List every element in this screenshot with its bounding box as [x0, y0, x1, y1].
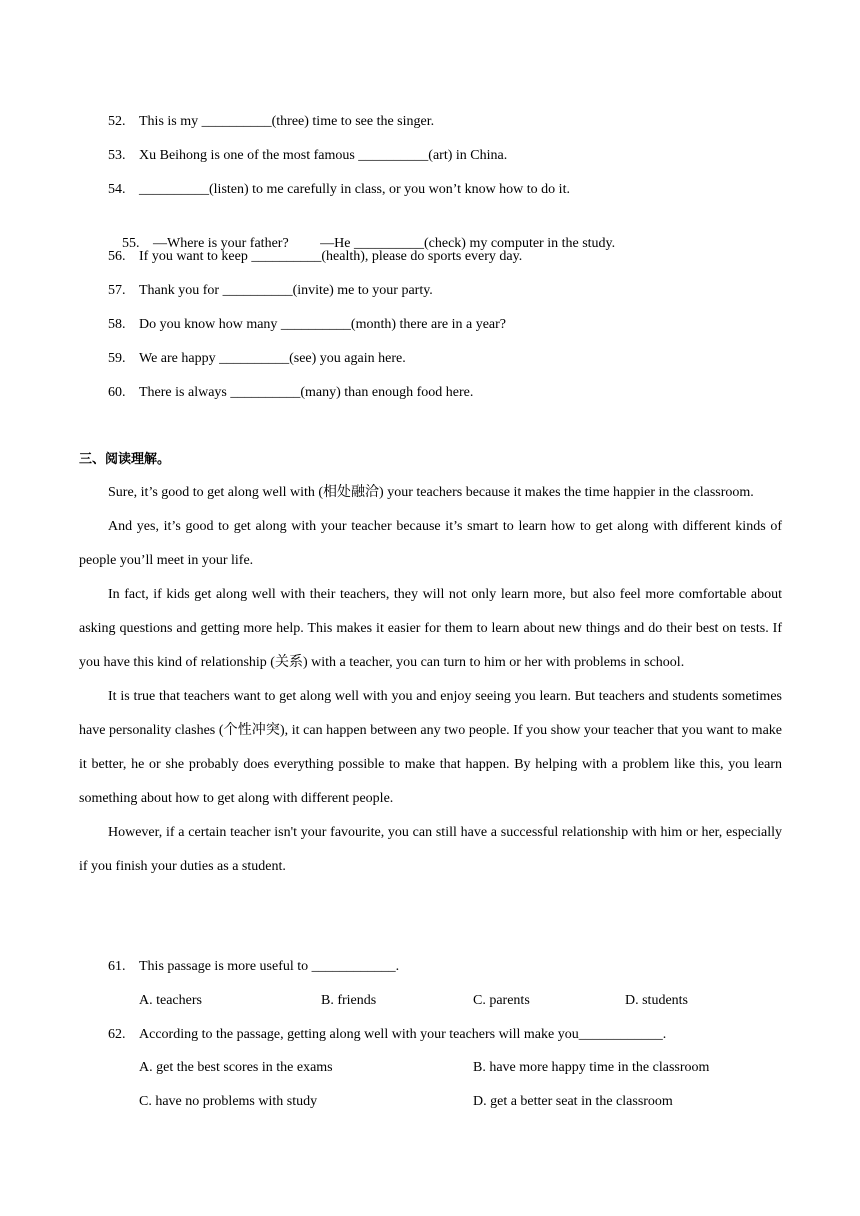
q61-option-b: B. friends — [321, 993, 377, 1008]
question-62 — [108, 1025, 666, 1045]
passage-paragraph: In fact, if kids get along well with their teachers, they will not only learn more, but also feel more comfortable about asking questions and getting more help. This makes it easier for them to learn about new things and do their best on tests. If you have this kind of relationship (关系) with a teacher, you can turn to him or her with problems in school. — [79, 587, 782, 670]
exercise-number: 60. — [108, 385, 126, 400]
exercise-text: —Where is your father? —He __________(check) my computer in the study. — [153, 236, 616, 251]
exercise-text: We are happy __________(see) you again here. — [139, 351, 406, 366]
exercise-number: 53. — [108, 148, 126, 163]
q61-option-a: A. teachers — [139, 993, 202, 1008]
exercise-52 — [108, 112, 434, 132]
exercise-text: Do you know how many __________(month) there are in a year? — [139, 317, 507, 332]
exercise-text: If you want to keep __________(health), please do sports every day. — [139, 249, 523, 264]
q61-option-d: D. students — [625, 993, 688, 1008]
q61-option-c: C. parents — [473, 993, 530, 1008]
section-heading: 三、阅读理解。 — [79, 452, 171, 467]
q62-option-a: A. get the best scores in the exams — [139, 1060, 333, 1075]
question-number: 61. — [108, 959, 126, 974]
exercise-number: 54. — [108, 182, 126, 197]
q62-option-c: C. have no problems with study — [139, 1094, 318, 1109]
exercise-number: 56. — [108, 249, 126, 264]
exercise-text: __________(listen) to me carefully in class, or you won’t know how to do it. — [139, 182, 570, 197]
exercise-58 — [108, 315, 506, 335]
exercise-57 — [108, 281, 433, 301]
exercise-number: 59. — [108, 351, 126, 366]
q62-option-d: D. get a better seat in the classroom — [473, 1094, 673, 1109]
exercise-56 — [108, 247, 522, 267]
exercise-number: 55. — [122, 236, 140, 251]
question-61 — [108, 957, 399, 977]
exercise-number: 58. — [108, 317, 126, 332]
exercise-text: There is always __________(many) than enough food here. — [139, 385, 474, 400]
exercise-text: Thank you for __________(invite) me to your party. — [139, 283, 433, 298]
question-stem: According to the passage, getting along well with your teachers will make you____________. — [139, 1027, 667, 1042]
passage-paragraph: However, if a certain teacher isn't your favourite, you can still have a successful relationship with him or her, especially if you finish your duties as a student. — [79, 825, 782, 874]
exercise-54 — [108, 180, 570, 200]
exercise-53 — [108, 146, 507, 166]
exercise-59 — [108, 349, 406, 369]
question-number: 62. — [108, 1027, 126, 1042]
exercise-number: 52. — [108, 114, 126, 129]
passage-paragraph: It is true that teachers want to get along well with you and enjoy seeing you learn. But teachers and students sometimes have personality clashes (个性冲突), it can happen between any two people. If you show your teacher that you want to make it better, he or she probably does everything possible to make that happen. By helping with a problem like this, you learn something about how to get along with different people. — [79, 689, 782, 806]
exercise-text: This is my __________(three) time to see the singer. — [139, 114, 435, 129]
passage-paragraph: And yes, it’s good to get along with your teacher because it’s smart to learn how to get along with different kinds of people you’ll meet in your life. — [79, 519, 782, 568]
passage-paragraph: Sure, it’s good to get along well with (相处融洽) your teachers because it makes the time happier in the classroom. — [108, 485, 754, 500]
exercise-60 — [108, 383, 473, 403]
exercise-text: Xu Beihong is one of the most famous __________(art) in China. — [139, 148, 508, 163]
reading-passage — [79, 476, 782, 884]
q62-option-b: B. have more happy time in the classroom — [473, 1060, 710, 1075]
question-stem: This passage is more useful to ____________. — [139, 959, 400, 974]
exercise-number: 57. — [108, 283, 126, 298]
